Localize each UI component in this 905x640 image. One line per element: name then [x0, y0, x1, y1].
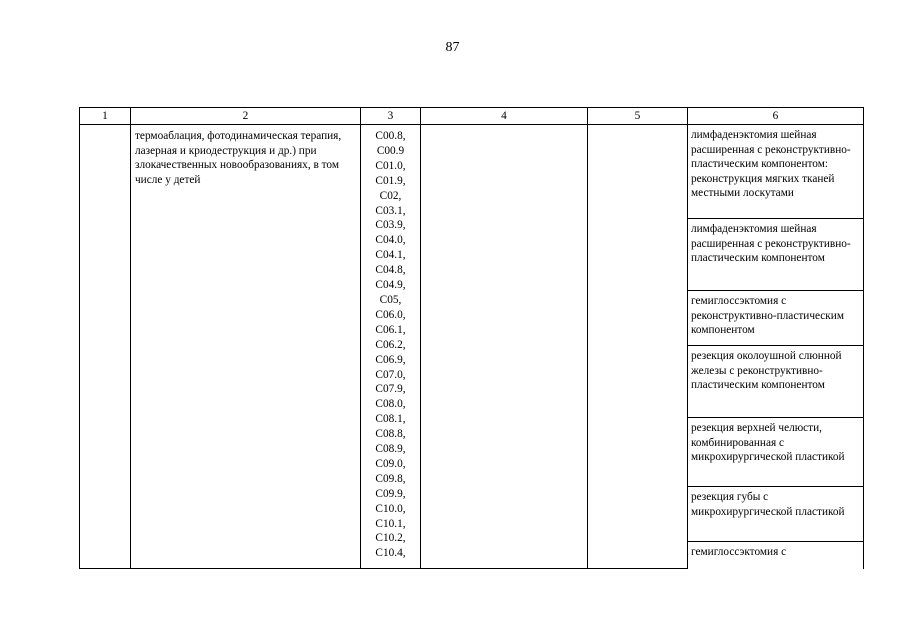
diagnosis-code: C06.2,	[375, 338, 406, 351]
diagnosis-code: C06.1,	[375, 323, 406, 336]
header-row	[80, 108, 864, 125]
method-item-4: резекция околоушной слюнной железы с реконструктивно-пластическим компонентом	[688, 346, 864, 418]
method-item-6: резекция губы с микрохирургической пластикой	[688, 487, 864, 542]
diagnosis-code: C03.1,	[375, 204, 406, 217]
diagnosis-code: C08.0,	[375, 398, 406, 411]
diagnosis-code: C01.9,	[375, 174, 406, 187]
diagnosis-code: C10.2,	[375, 532, 406, 545]
method-item-1: лимфаденэктомия шейная расширенная с реконструктивно-пластическим компонентом: реконструкция мягких тканей местными лоскутами	[688, 125, 864, 219]
column-header-1: 1	[80, 108, 131, 125]
diagnosis-code: C07.0,	[375, 368, 406, 381]
diagnosis-code: C10.4,	[375, 547, 406, 560]
diagnosis-code: C08.8,	[375, 428, 406, 441]
column-header-4: 4	[421, 108, 588, 125]
treatment-description: термоаблация, фотодинамическая терапия, лазерная и криодеструкция и др.) при злокачественных новообразованиях, в том числе у детей	[131, 125, 361, 569]
diagnosis-code: C04.8,	[375, 264, 406, 277]
diagnosis-code: C04.9,	[375, 279, 406, 292]
page-number: 87	[445, 40, 460, 55]
method-item-5: резекция верхней челюсти, комбинированная с микрохирургической пластикой	[688, 418, 864, 487]
column-header-6: 6	[688, 108, 864, 125]
column-header-2: 2	[131, 108, 361, 125]
diagnosis-codes	[361, 125, 421, 569]
diagnosis-code: C06.9,	[375, 353, 406, 366]
diagnosis-code: C08.9,	[375, 443, 406, 456]
cell-col4	[421, 125, 588, 569]
method-item-7: гемиглоссэктомия с	[688, 542, 864, 569]
cell-col1	[80, 125, 131, 569]
diagnosis-code: C00.8,	[375, 130, 406, 142]
column-header-5: 5	[588, 108, 688, 125]
document-table	[79, 107, 864, 569]
diagnosis-code: C04.1,	[375, 249, 406, 262]
diagnosis-code: C10.1,	[375, 517, 406, 530]
cell-col5	[588, 125, 688, 569]
diagnosis-code: C03.9,	[375, 219, 406, 232]
diagnosis-code: C07.9,	[375, 383, 406, 396]
diagnosis-code: C02,	[379, 189, 402, 202]
diagnosis-code: C05,	[379, 293, 402, 306]
method-item-3: гемиглоссэктомия с реконструктивно-пластическим компонентом	[688, 291, 864, 346]
diagnosis-code: C08.1,	[375, 413, 406, 426]
diagnosis-code: C09.8,	[375, 472, 406, 485]
method-item-2: лимфаденэктомия шейная расширенная с реконструктивно-пластическим компонентом	[688, 219, 864, 291]
diagnosis-code: C10.0,	[375, 502, 406, 515]
diagnosis-code: C09.9,	[375, 487, 406, 500]
diagnosis-code: C00.9	[376, 144, 405, 157]
diagnosis-code: C06.0,	[375, 308, 406, 321]
diagnosis-code: C04.0,	[375, 234, 406, 247]
diagnosis-code: C09.0,	[375, 457, 406, 470]
column-header-3: 3	[361, 108, 421, 125]
diagnosis-code: C01.0,	[375, 159, 406, 172]
